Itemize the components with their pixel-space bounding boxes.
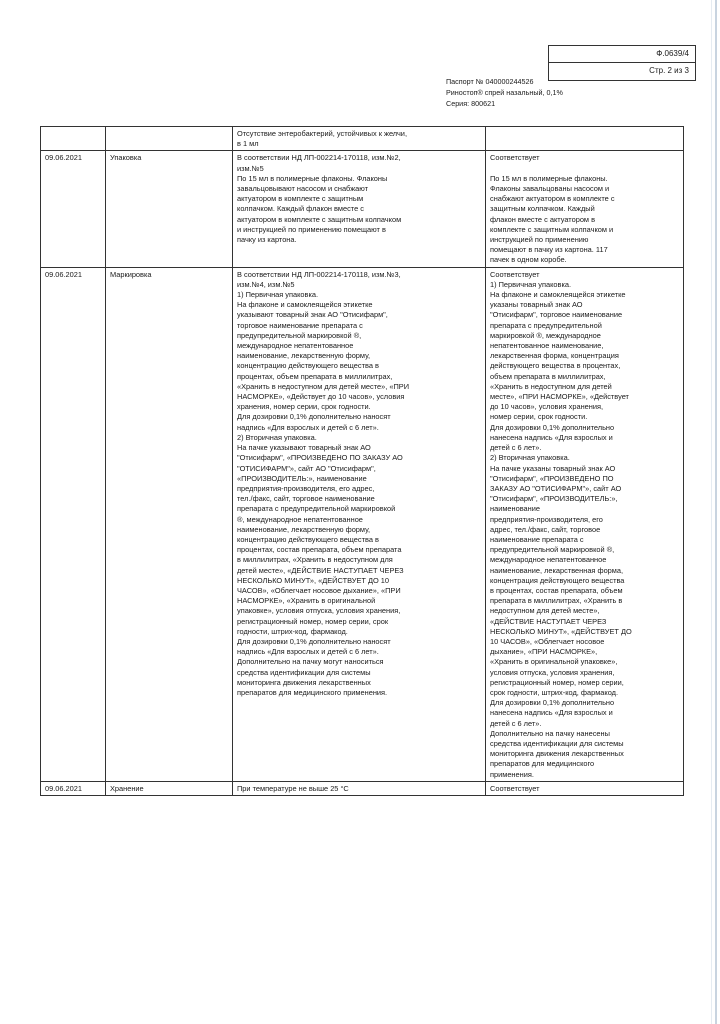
- scan-edge-line: [715, 0, 717, 1024]
- passport-number: Паспорт № 040000244526: [446, 77, 534, 86]
- requirement-cell: В соответствии НД ЛП-002214-170118, изм.№2, изм.№5 По 15 мл в полимерные флаконы. Флаконы завальцовывают насосом и снабжают актуатором в комплекте с защитным колпачком. Каждый флакон вместе с актуатором в комплекте с защитным колпачком и инструкцией по применению помещают в пачку из картона.: [233, 151, 486, 267]
- test-name-cell: Упаковка: [106, 151, 233, 267]
- form-number-box: [548, 45, 696, 81]
- result-cell: Соответствует По 15 мл в полимерные флаконы. Флаконы завальцованы насосом и снабжают актуатором в комплекте с защитным колпачком. Каждый флакон вместе с актуатором в комплекте с защитным колпачком и инструкцией по применению помещают в пачку из картона. 117 пачек в одном коробе.: [486, 151, 684, 267]
- table-row: [41, 151, 684, 267]
- table-row: [41, 781, 684, 795]
- date-cell: 09.06.2021: [41, 151, 106, 267]
- result-cell: Соответствует: [486, 781, 684, 795]
- result-cell: Соответствует 1) Первичная упаковка. На флаконе и самоклеящейся этикетке указаны товарный знак АО "Отисифарм", торговое наименование препарата с предупредительной маркировкой ®, международное непатентованное наименование, лекарственная форма, концентрация действующего вещества в процентах, объем препарата в миллилитрах, «Хранить в недоступном для детей месте», «ПРИ НАСМОРКЕ», «Действует до 10 часов», условия хранения, номер серии, срок годности. Для дозировки 0,1% дополнительно нанесена надпись «Для взрослых и детей с 6 лет». 2) Вторичная упаковка. На пачке указаны товарный знак АО "Отисифарм", «ПРОИЗВЕДЕНО ПО ЗАКАЗУ АО "ОТИСИФАРМ"», сайт АО "Отисифарм", «ПРОИЗВОДИТЕЛЬ:», наименование предприятия-производителя, его адрес, тел./факс, сайт, торговое наименование препарата с предупредительной маркировкой ®, международное непатентованное наименование, лекарственная форма, концентрация действующего вещества в процентах, состав препарата, объем препарата в миллилитрах, «Хранить в недоступном для детей месте», «ДЕЙСТВИЕ НАСТУПАЕТ ЧЕРЕЗ НЕСКОЛЬКО МИНУТ», «ДЕЙСТВУЕТ ДО 10 ЧАСОВ», «Облегчает носовое дыхание», «ПРИ НАСМОРКЕ», «Хранить в оригинальной упаковке», условия отпуска, условия хранения, регистрационный номер, номер серии, срок годности, штрих-код, фармакод. Для дозировки 0,1% дополнительно нанесена надпись «Для взрослых и детей с 6 лет». Дополнительно на пачку нанесены средства идентификации для системы мониторинга движения лекарственных препаратов для медицинского применения.: [486, 267, 684, 781]
- table-row: [41, 127, 684, 151]
- form-number: Ф.0639/4: [656, 49, 689, 58]
- requirement-cell: В соответствии НД ЛП-002214-170118, изм.№3, изм.№4, изм.№5 1) Первичная упаковка. На флаконе и самоклеящейся этикетке указывают товарный знак АО "Отисифарм", торговое наименование препарата с предупредительной маркировкой ®, международное непатентованное наименование, лекарственную форму, концентрацию действующего вещества в процентах, объем препарата в миллилитрах, «Хранить в недоступном для детей месте», «ПРИ НАСМОРКЕ», «Действует до 10 часов», условия хранения, номер серии, срок годности. Для дозировки 0,1% дополнительно наносят надпись «Для взрослых и детей с 6 лет». 2) Вторичная упаковка. На пачке указывают товарный знак АО "Отисифарм", «ПРОИЗВЕДЕНО ПО ЗАКАЗУ АО "ОТИСИФАРМ"», сайт АО "Отисифарм", «ПРОИЗВОДИТЕЛЬ:», наименование предприятия-производителя, его адрес, тел./факс, сайт, торговое наименование препарата с предупредительной маркировкой ®, международное непатентованное наименование, лекарственную форму, концентрацию действующего вещества в процентах, состав препарата, объем препарата в миллилитрах, «Хранить в недоступном для детей месте», «ДЕЙСТВИЕ НАСТУПАЕТ ЧЕРЕЗ НЕСКОЛЬКО МИНУТ», «ДЕЙСТВУЕТ ДО 10 ЧАСОВ», «Облегчает носовое дыхание», «ПРИ НАСМОРКЕ», «Хранить в оригинальной упаковке», условия отпуска, условия хранения, регистрационный номер, номер серии, срок годности, штрих-код, фармакод. Для дозировки 0,1% дополнительно наносят надпись «Для взрослых и детей с 6 лет». Дополнительно на пачку могут наноситься средства идентификации для системы мониторинга движения лекарственных препаратов для медицинского применения.: [233, 267, 486, 781]
- test-name-cell: Маркировка: [106, 267, 233, 781]
- test-name-cell: [106, 127, 233, 151]
- passport-info: [446, 76, 563, 109]
- specification-table: [40, 126, 684, 796]
- result-cell: [486, 127, 684, 151]
- scan-edge-shadow: [711, 0, 712, 1024]
- date-cell: [41, 127, 106, 151]
- table-row: [41, 267, 684, 781]
- page-label: Стр. 2 из 3: [649, 66, 689, 75]
- requirement-cell: При температуре не выше 25 °С: [233, 781, 486, 795]
- date-cell: 09.06.2021: [41, 267, 106, 781]
- test-name-cell: Хранение: [106, 781, 233, 795]
- batch-number: Серия: 800621: [446, 99, 496, 108]
- date-cell: 09.06.2021: [41, 781, 106, 795]
- form-box-divider: [549, 62, 695, 63]
- requirement-cell: Отсутствие энтеробактерий, устойчивых к желчи, в 1 мл: [233, 127, 486, 151]
- product-name: Риностоп® спрей назальный, 0,1%: [446, 88, 563, 97]
